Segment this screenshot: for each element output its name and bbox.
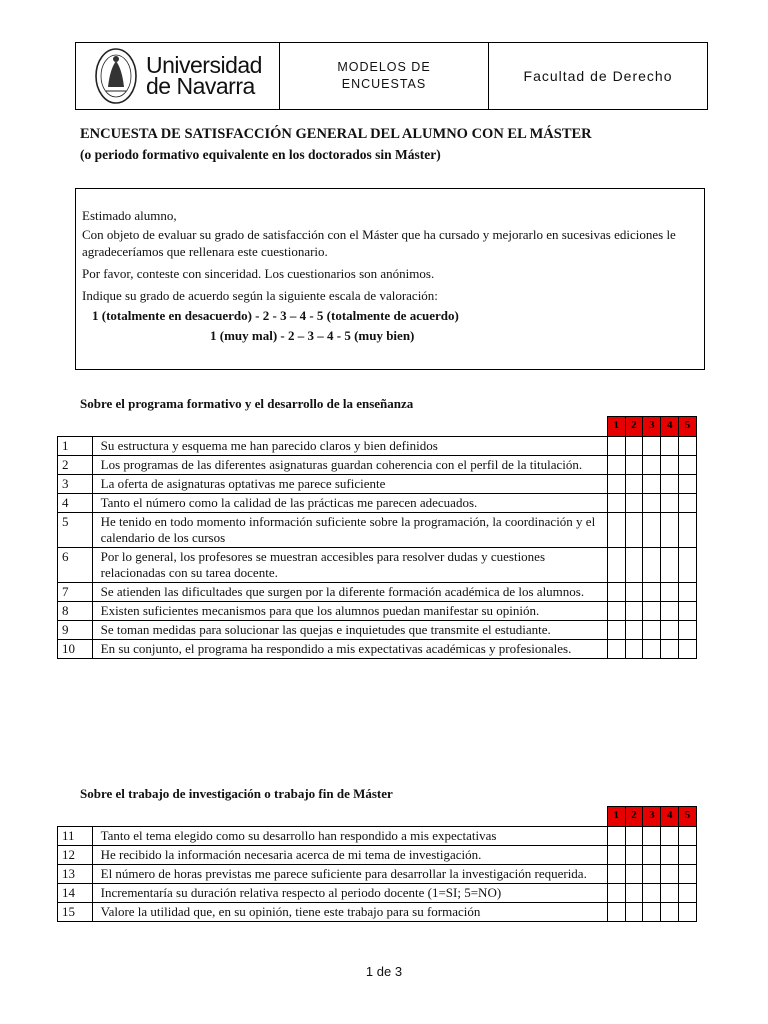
rating-box-2[interactable] [625, 865, 643, 884]
rating-box-1[interactable] [607, 437, 625, 456]
question-row [58, 640, 697, 659]
blank-cell [58, 417, 93, 437]
scale-header-row [58, 807, 697, 827]
rating-box-5[interactable] [679, 884, 697, 903]
rating-box-3[interactable] [643, 437, 661, 456]
page-header [75, 42, 708, 110]
rating-box-3[interactable] [643, 827, 661, 846]
question-number: 8 [58, 602, 93, 621]
scale-header-row [58, 417, 697, 437]
question-text: Se toman medidas para solucionar las quejas e inquietudes que transmite el estudiante. [92, 621, 607, 640]
blank-cell [58, 807, 93, 827]
scale-header-2: 2 [625, 417, 643, 437]
question-number: 1 [58, 437, 93, 456]
blank-cell [92, 807, 607, 827]
rating-box-2[interactable] [625, 884, 643, 903]
question-text: He recibido la información necesaria acerca de mi tema de investigación. [92, 846, 607, 865]
page-subtitle: (o periodo formativo equivalente en los doctorados sin Máster) [80, 147, 441, 162]
rating-box-5[interactable] [679, 475, 697, 494]
rating-box-2[interactable] [625, 602, 643, 621]
rating-box-3[interactable] [643, 602, 661, 621]
rating-box-2[interactable] [625, 903, 643, 922]
blank-cell [92, 417, 607, 437]
question-text: En su conjunto, el programa ha respondido a mis expectativas académicas y profesionales. [92, 640, 607, 659]
rating-box-5[interactable] [679, 621, 697, 640]
question-text: Incrementaría su duración relativa respecto al periodo docente (1=SI; 5=NO) [92, 884, 607, 903]
scale-header-4: 4 [661, 807, 679, 827]
question-row [58, 494, 697, 513]
faculty-label: Facultad de Derecho [523, 68, 673, 84]
rating-box-2[interactable] [625, 621, 643, 640]
question-row [58, 865, 697, 884]
rating-box-4[interactable] [661, 494, 679, 513]
rating-box-4[interactable] [661, 884, 679, 903]
rating-box-1[interactable] [607, 475, 625, 494]
question-text: Su estructura y esquema me han parecido claros y bien definidos [92, 437, 607, 456]
rating-box-2[interactable] [625, 640, 643, 659]
rating-box-4[interactable] [661, 640, 679, 659]
rating-box-2[interactable] [625, 583, 643, 602]
question-number: 5 [58, 513, 93, 548]
rating-box-1[interactable] [607, 827, 625, 846]
rating-box-1[interactable] [607, 884, 625, 903]
rating-box-4[interactable] [661, 602, 679, 621]
rating-box-5[interactable] [679, 827, 697, 846]
rating-box-4[interactable] [661, 846, 679, 865]
rating-box-1[interactable] [607, 456, 625, 475]
university-logo-cell [76, 43, 280, 109]
rating-box-4[interactable] [661, 456, 679, 475]
model-label: MODELOS DE ENCUESTAS [280, 43, 489, 109]
question-text: Por lo general, los profesores se muestran accesibles para resolver dudas y cuestiones relacionadas con su tarea docente. [92, 548, 607, 583]
question-text: Tanto el número como la calidad de las prácticas me parecen adecuados. [92, 494, 607, 513]
rating-box-4[interactable] [661, 827, 679, 846]
intro-box [75, 188, 705, 370]
university-seal-icon [94, 47, 138, 105]
rating-box-5[interactable] [679, 903, 697, 922]
rating-box-2[interactable] [625, 846, 643, 865]
rating-box-4[interactable] [661, 621, 679, 640]
question-text: Los programas de las diferentes asignaturas guardan coherencia con el perfil de la titulación. [92, 456, 607, 475]
rating-box-1[interactable] [607, 602, 625, 621]
rating-box-3[interactable] [643, 865, 661, 884]
rating-box-2[interactable] [625, 827, 643, 846]
question-row [58, 475, 697, 494]
question-number: 6 [58, 548, 93, 583]
question-row [58, 513, 697, 548]
rating-box-3[interactable] [643, 903, 661, 922]
rating-box-4[interactable] [661, 475, 679, 494]
rating-box-1[interactable] [607, 583, 625, 602]
page-number: 1 de 3 [365, 964, 403, 979]
rating-box-2[interactable] [625, 437, 643, 456]
scale-header-1: 1 [607, 807, 625, 827]
rating-box-5[interactable] [679, 494, 697, 513]
section2-title: Sobre el trabajo de investigación o trabajo fin de Máster [80, 786, 393, 801]
rating-box-4[interactable] [661, 865, 679, 884]
scale-agreement: 1 (totalmente en desacuerdo) - 2 - 3 – 4 - 5 (totalmente de acuerdo) [92, 308, 459, 323]
rating-box-3[interactable] [643, 494, 661, 513]
rating-box-1[interactable] [607, 846, 625, 865]
rating-box-3[interactable] [643, 884, 661, 903]
question-row [58, 846, 697, 865]
rating-box-5[interactable] [679, 602, 697, 621]
question-number: 12 [58, 846, 93, 865]
scale-header-3: 3 [643, 807, 661, 827]
question-row [58, 437, 697, 456]
rating-box-1[interactable] [607, 548, 625, 583]
rating-box-4[interactable] [661, 548, 679, 583]
question-text: Existen suficientes mecanismos para que los alumnos puedan manifestar su opinión. [92, 602, 607, 621]
question-number: 7 [58, 583, 93, 602]
scale-quality: 1 (muy mal) - 2 – 3 – 4 - 5 (muy bien) [210, 328, 415, 343]
question-row [58, 456, 697, 475]
section1-title: Sobre el programa formativo y el desarrollo de la enseñanza [80, 396, 414, 411]
scale-header-5: 5 [679, 807, 697, 827]
section1-table [57, 416, 697, 659]
intro-anonymity: Por favor, conteste con sinceridad. Los cuestionarios son anónimos. [82, 266, 435, 281]
question-number: 4 [58, 494, 93, 513]
question-text: Se atienden las dificultades que surgen por la diferente formación académica de los alumnos. [92, 583, 607, 602]
question-number: 2 [58, 456, 93, 475]
question-row [58, 827, 697, 846]
question-number: 11 [58, 827, 93, 846]
rating-box-1[interactable] [607, 903, 625, 922]
rating-box-4[interactable] [661, 583, 679, 602]
rating-box-2[interactable] [625, 513, 643, 548]
question-text: He tenido en todo momento información suficiente sobre la programación, la coordinación y el calendario de los cursos [92, 513, 607, 548]
rating-box-2[interactable] [625, 456, 643, 475]
rating-box-4[interactable] [661, 513, 679, 548]
rating-box-2[interactable] [625, 494, 643, 513]
question-row [58, 583, 697, 602]
question-row [58, 903, 697, 922]
rating-box-2[interactable] [625, 475, 643, 494]
question-text: Tanto el tema elegido como su desarrollo han respondido a mis expectativas [92, 827, 607, 846]
rating-box-2[interactable] [625, 548, 643, 583]
question-number: 3 [58, 475, 93, 494]
rating-box-3[interactable] [643, 640, 661, 659]
question-number: 13 [58, 865, 93, 884]
question-row [58, 884, 697, 903]
rating-box-5[interactable] [679, 437, 697, 456]
rating-box-5[interactable] [679, 513, 697, 548]
rating-box-1[interactable] [607, 640, 625, 659]
rating-box-5[interactable] [679, 583, 697, 602]
rating-box-1[interactable] [607, 621, 625, 640]
rating-box-4[interactable] [661, 437, 679, 456]
rating-box-5[interactable] [679, 865, 697, 884]
rating-box-5[interactable] [679, 640, 697, 659]
rating-box-3[interactable] [643, 846, 661, 865]
rating-box-3[interactable] [643, 456, 661, 475]
question-text: Valore la utilidad que, en su opinión, tiene este trabajo para su formación [92, 903, 607, 922]
rating-box-5[interactable] [679, 456, 697, 475]
rating-box-1[interactable] [607, 494, 625, 513]
question-number: 14 [58, 884, 93, 903]
section2-table [57, 806, 697, 922]
scale-header-5: 5 [679, 417, 697, 437]
rating-box-3[interactable] [643, 621, 661, 640]
question-number: 9 [58, 621, 93, 640]
scale-header-3: 3 [643, 417, 661, 437]
question-row [58, 621, 697, 640]
intro-instructions: Indique su grado de acuerdo según la siguiente escala de valoración: [82, 288, 438, 303]
scale-header-2: 2 [625, 807, 643, 827]
rating-box-3[interactable] [643, 475, 661, 494]
scale-header-1: 1 [607, 417, 625, 437]
rating-box-5[interactable] [679, 846, 697, 865]
question-number: 10 [58, 640, 93, 659]
rating-box-1[interactable] [607, 865, 625, 884]
rating-box-3[interactable] [643, 513, 661, 548]
scale-header-4: 4 [661, 417, 679, 437]
intro-paragraph: Con objeto de evaluar su grado de satisfacción con el Máster que ha cursado y mejorarlo en sucesivas ediciones le agradeceríamos que rellenara este cuestionario. [82, 227, 676, 259]
intro-greeting: Estimado alumno, [82, 208, 177, 223]
question-text: La oferta de asignaturas optativas me parece suficiente [92, 475, 607, 494]
rating-box-3[interactable] [643, 548, 661, 583]
rating-box-3[interactable] [643, 583, 661, 602]
question-text: El número de horas previstas me parece suficiente para desarrollar la investigación requerida. [92, 865, 607, 884]
rating-box-5[interactable] [679, 548, 697, 583]
university-name: Universidad de Navarra [146, 52, 262, 99]
page-title: ENCUESTA DE SATISFACCIÓN GENERAL DEL ALUMNO CON EL MÁSTER [80, 126, 592, 142]
question-row [58, 548, 697, 583]
question-number: 15 [58, 903, 93, 922]
question-row [58, 602, 697, 621]
rating-box-4[interactable] [661, 903, 679, 922]
rating-box-1[interactable] [607, 513, 625, 548]
